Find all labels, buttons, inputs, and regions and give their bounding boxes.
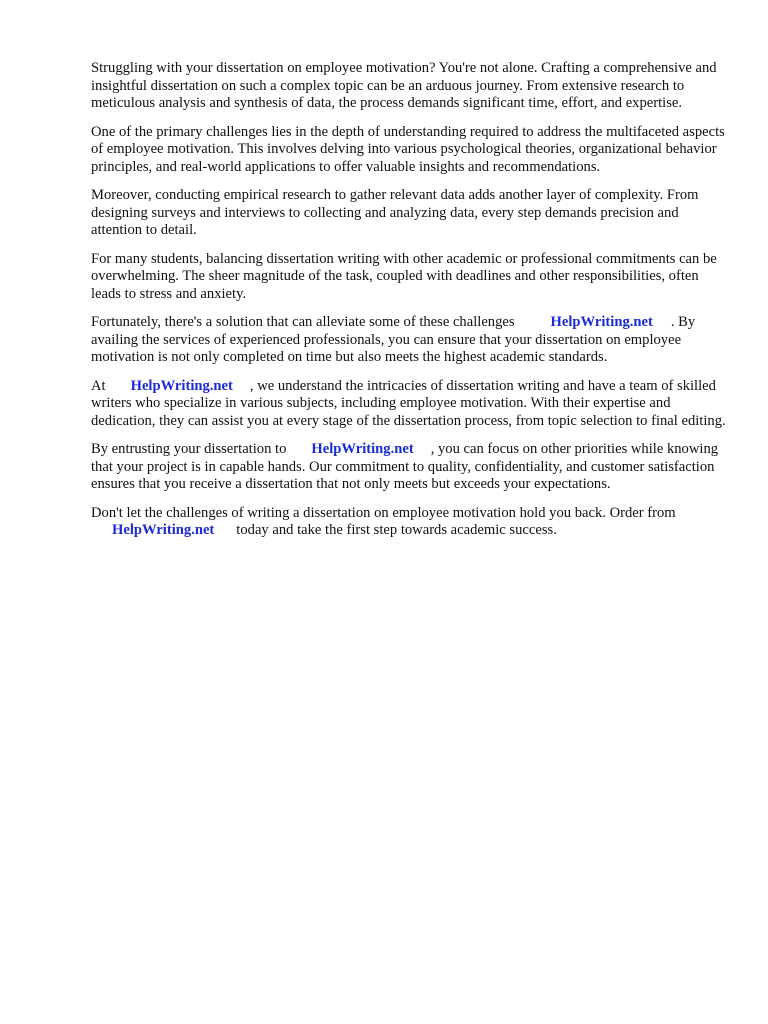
intro-paragraph: Struggling with your dissertation on employee motivation? You're not alone. Crafting a comprehensive and insightful dissertation on such a complex topic can be an arduous journey. From extensive research to meticulous analysis and synthesis of data, the process demands significant time, effort, and expertise. — [91, 60, 717, 111]
solution-text-after: . By availing the services of experienced professionals, you can ensure that your dissertation on employee motivation is not only completed on time but also meets the highest academic standards. — [91, 314, 696, 365]
balance-paragraph: For many students, balancing dissertation writing with other academic or professional commitments can be overwhelming. The sheer magnitude of the task, coupled with deadlines and other responsibilities, often leads to stress and anxiety. — [91, 250, 717, 302]
entrust-paragraph — [91, 441, 731, 494]
order-paragraph — [91, 505, 731, 540]
about-text-after: , we understand the intricacies of dissertation writing and have a team of skilled writers who specialize in various subjects, including employee motivation. With their expertise and dedication, they can assist you at every stage of the dissertation process, from topic selection to final editing. — [91, 377, 726, 429]
document-page — [91, 60, 731, 551]
entrust-text-after: , you can focus on other priorities while knowing that your project is in capable hands. Our commitment to quality, confidentiality, and customer satisfaction ensures that you receive a dissertation that not only meets but exceeds your expectations. — [91, 441, 719, 492]
entrust-text-before: By entrusting your dissertation to — [91, 441, 287, 457]
research-paragraph: Moreover, conducting empirical research to gather relevant data adds another layer of complexity. From designing surveys and interviews to collecting and analyzing data, every step demands precision and attention to detail. — [91, 187, 699, 238]
about-text-before: At — [91, 377, 106, 394]
challenges-paragraph: One of the primary challenges lies in the depth of understanding required to address the multifaceted aspects of employee motivation. This involves delving into various psychological theories, organizational behavior principles, and real-world applications to offer valuable insights and recommendations. — [91, 123, 725, 175]
helpwriting-link[interactable]: HelpWriting.net — [311, 441, 414, 457]
helpwriting-link[interactable]: HelpWriting.net — [130, 377, 233, 394]
solution-text-before: Fortunately, there's a solution that can alleviate some of these challenges — [91, 314, 515, 330]
order-text-before: Don't let the challenges of writing a dissertation on employee motivation hold you back. Order from — [91, 504, 676, 521]
solution-paragraph — [91, 314, 731, 367]
helpwriting-link[interactable]: HelpWriting.net — [112, 522, 215, 538]
about-paragraph — [91, 378, 731, 431]
helpwriting-link[interactable]: HelpWriting.net — [550, 314, 653, 330]
order-text-after: today and take the first step towards academic success. — [236, 522, 557, 538]
